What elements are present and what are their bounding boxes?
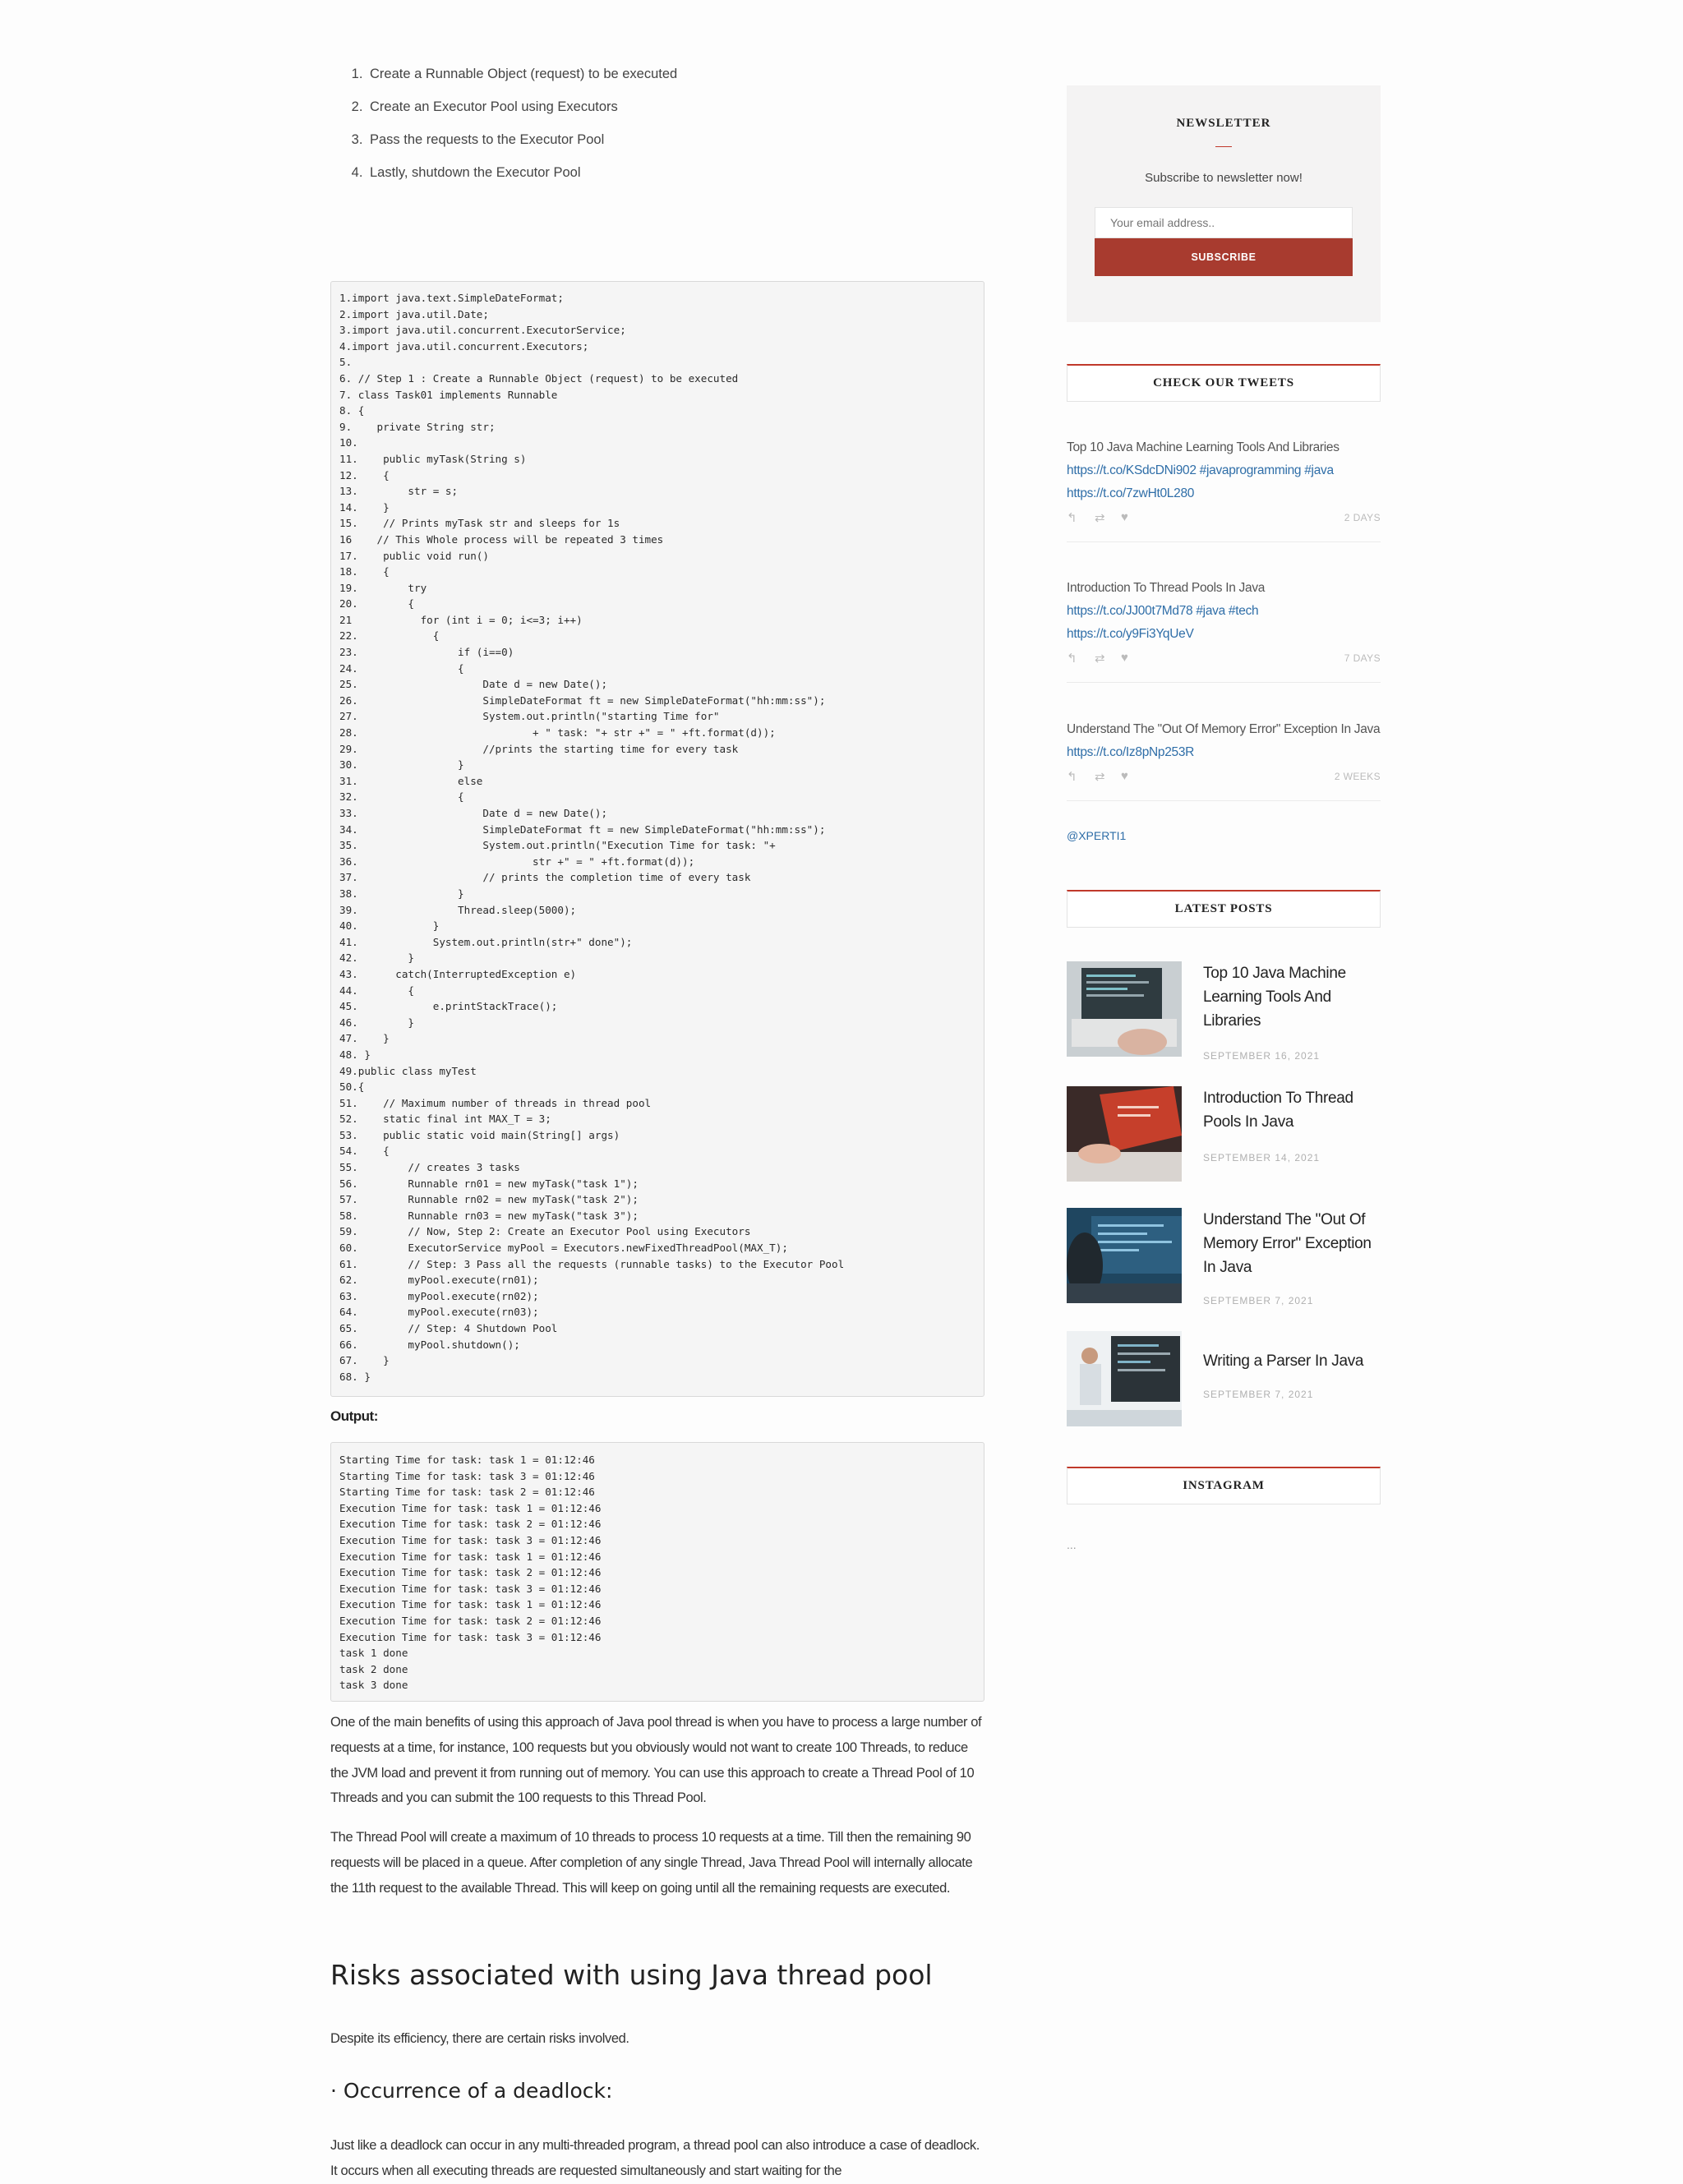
code-line: 54. {	[339, 1145, 390, 1158]
code-line: 47. }	[339, 1032, 390, 1045]
divider	[1067, 682, 1381, 683]
code-line: 44. {	[339, 984, 414, 997]
output-line: Starting Time for task: task 1 = 01:12:46	[339, 1454, 595, 1466]
subsection-heading: · Occurrence of a deadlock:	[330, 2079, 613, 2103]
output-line: task 1 done	[339, 1647, 408, 1660]
code-line: 40. }	[339, 919, 440, 933]
code-line: 30. }	[339, 758, 464, 772]
post-title[interactable]: Top 10 Java Machine Learning Tools And Libraries	[1203, 965, 1346, 1030]
code-line: 20. {	[339, 597, 414, 611]
post-item[interactable]	[1067, 961, 1381, 1062]
output-line: Execution Time for task: task 2 = 01:12:46	[339, 1566, 602, 1579]
step-item: 4. Lastly, shutdown the Executor Pool	[367, 163, 984, 182]
code-line: 2.import java.util.Date;	[339, 307, 489, 320]
code-line: 8. {	[339, 404, 365, 417]
code-line: 46. }	[339, 1016, 414, 1029]
instagram-placeholder: ...	[1067, 1538, 1077, 1551]
output-line: Execution Time for task: task 2 = 01:12:46	[339, 1518, 602, 1531]
subscribe-button[interactable]: SUBSCRIBE	[1095, 238, 1353, 276]
code-line: 62. myPool.execute(rn01);	[339, 1274, 539, 1287]
code-line: 56. Runnable rn01 = new myTask("task 1");	[339, 1177, 639, 1190]
code-line: 37. // prints the completion time of every task	[339, 871, 751, 884]
code-line: 41. System.out.println(str+" done");	[339, 935, 633, 948]
newsletter-title: NEWSLETTER	[1176, 117, 1271, 130]
output-line: Execution Time for task: task 1 = 01:12:46	[339, 1550, 602, 1563]
tweet-item	[1067, 577, 1381, 683]
twitter-handle-link[interactable]: @XPERTI1	[1067, 829, 1127, 842]
code-line: 10.	[339, 436, 358, 449]
instagram-title: INSTAGRAM	[1067, 1467, 1381, 1504]
code-line: 60. ExecutorService myPool = Executors.newFixedThreadPool(MAX_T);	[339, 1242, 788, 1255]
post-title[interactable]: Introduction To Thread Pools In Java	[1203, 1090, 1353, 1131]
code-line: 29. //prints the starting time for every task	[339, 742, 739, 755]
output-line: Starting Time for task: task 3 = 01:12:46	[339, 1469, 595, 1482]
code-line: 22. {	[339, 629, 440, 643]
output-line: Execution Time for task: task 3 = 01:12:46	[339, 1630, 602, 1643]
code-line: 23. if (i==0)	[339, 646, 514, 659]
post-item[interactable]	[1067, 1086, 1381, 1183]
code-line: 34. SimpleDateFormat ft = new SimpleDateFormat("hh:mm:ss");	[339, 822, 826, 836]
tweet-time: 7 DAYS	[1344, 652, 1381, 664]
tweet-text: Understand The "Out Of Memory Error" Exception In Java	[1067, 722, 1381, 736]
step-item: 2. Create an Executor Pool using Executors	[367, 97, 984, 117]
steps-list	[330, 64, 984, 182]
code-line: 53. public static void main(String[] args)	[339, 1128, 620, 1141]
email-field[interactable]	[1095, 207, 1353, 238]
code-line: 7. class Task01 implements Runnable	[339, 388, 558, 401]
code-block[interactable]	[330, 281, 984, 1397]
tweets-widget-title: CHECK OUR TWEETS	[1067, 364, 1381, 402]
post-thumbnail[interactable]	[1067, 1208, 1182, 1303]
code-line: 15. // Prints myTask str and sleeps for 1s	[339, 517, 620, 530]
divider	[1067, 541, 1381, 542]
post-thumbnail[interactable]	[1067, 1086, 1182, 1182]
post-date: SEPTEMBER 7, 2021	[1203, 1295, 1314, 1306]
code-line: 49.public class myTest	[339, 1064, 477, 1077]
code-line: 16 // This Whole process will be repeated 3 times	[339, 532, 664, 546]
code-line: 21 for (int i = 0; i<=3; i++)	[339, 613, 583, 626]
code-line: 32. {	[339, 790, 464, 804]
code-line: 68. }	[339, 1370, 371, 1383]
tweet-link[interactable]: https://t.co/KSdcDNi902 #javaprogramming #java https://t.co/7zwHt0L280	[1067, 463, 1334, 500]
code-line: 51. // Maximum number of threads in thread pool	[339, 1096, 652, 1109]
tweet-text: Introduction To Thread Pools In Java	[1067, 581, 1266, 595]
code-line: 19. try	[339, 581, 427, 594]
code-line: 58. Runnable rn03 = new myTask("task 3");	[339, 1209, 639, 1222]
code-line: 45. e.printStackTrace();	[339, 1000, 558, 1013]
code-line: 14. }	[339, 500, 390, 514]
newsletter-widget	[1067, 85, 1381, 322]
code-line: 39. Thread.sleep(5000);	[339, 903, 577, 916]
code-line: 31. else	[339, 774, 483, 787]
post-item[interactable]	[1067, 1208, 1381, 1305]
code-line: 9. private String str;	[339, 420, 496, 433]
code-line: 61. // Step: 3 Pass all the requests (runnable tasks) to the Executor Pool	[339, 1257, 845, 1270]
divider	[1067, 800, 1381, 801]
code-line: 18. {	[339, 565, 390, 578]
title-divider	[1215, 146, 1232, 147]
output-block[interactable]	[330, 1442, 984, 1702]
heart-icon[interactable]: ♥	[1121, 769, 1128, 783]
post-date: SEPTEMBER 16, 2021	[1203, 1050, 1321, 1062]
code-line: 1.import java.text.SimpleDateFormat;	[339, 292, 564, 304]
newsletter-subtitle: Subscribe to newsletter now!	[1145, 171, 1303, 185]
paragraph: The Thread Pool will create a maximum of 10 threads to process 10 requests at a time. Till then the remaining 90 requests will be placed in a queue. After completion of any single Thread, Java Thread Pool will internally allocate the 11th request to the available Thread. This will keep on going until all the remaining requests are executed.	[330, 1830, 973, 1896]
post-item[interactable]	[1067, 1331, 1381, 1428]
output-line: Execution Time for task: task 1 = 01:12:46	[339, 1501, 602, 1514]
code-line: 55. // creates 3 tasks	[339, 1161, 520, 1174]
tweet-time: 2 WEEKS	[1334, 771, 1381, 782]
tweet-time: 2 DAYS	[1344, 512, 1381, 523]
code-line: 13. str = s;	[339, 485, 459, 498]
output-line: task 3 done	[339, 1679, 408, 1692]
tweet-link[interactable]: https://t.co/JJ00t7Md78 #java #tech https://t.co/y9Fi3YqUeV	[1067, 604, 1259, 641]
code-line: 38. }	[339, 887, 464, 900]
heart-icon[interactable]: ♥	[1121, 510, 1128, 524]
code-line: 63. myPool.execute(rn02);	[339, 1289, 539, 1302]
post-title[interactable]: Writing a Parser In Java	[1203, 1352, 1364, 1370]
code-line: 4.import java.util.concurrent.Executors;	[339, 339, 589, 352]
paragraph: Just like a deadlock can occur in any multi-threaded program, a thread pool can also introduce a case of deadlock. It occurs when all executing threads are requested simultaneously and start waiting for the	[330, 2138, 980, 2178]
step-item: 3. Pass the requests to the Executor Pool	[367, 130, 984, 150]
code-line: 67. }	[339, 1354, 390, 1367]
heart-icon[interactable]: ♥	[1121, 651, 1128, 665]
post-date: SEPTEMBER 14, 2021	[1203, 1152, 1321, 1163]
code-line: 48. }	[339, 1048, 371, 1061]
tweet-text: Top 10 Java Machine Learning Tools And Libraries	[1067, 440, 1339, 454]
code-line: 12. {	[339, 468, 390, 481]
output-line: Execution Time for task: task 2 = 01:12:46	[339, 1614, 602, 1627]
code-line: 66. myPool.shutdown();	[339, 1338, 520, 1351]
retweet-icon[interactable]: ⇄	[1095, 511, 1105, 525]
post-thumbnail[interactable]	[1067, 1331, 1182, 1426]
retweet-icon[interactable]: ⇄	[1095, 770, 1105, 784]
tweet-item	[1067, 718, 1381, 801]
code-line: 57. Runnable rn02 = new myTask("task 2");	[339, 1193, 639, 1206]
output-line: Execution Time for task: task 3 = 01:12:46	[339, 1533, 602, 1546]
code-line: 65. // Step: 4 Shutdown Pool	[339, 1322, 558, 1334]
code-line: 5.	[339, 356, 353, 369]
paragraph: Despite its efficiency, there are certain risks involved.	[330, 2031, 629, 2046]
post-title[interactable]: Understand The "Out Of Memory Error" Exception In Java	[1203, 1211, 1372, 1276]
output-line: Starting Time for task: task 2 = 01:12:46	[339, 1486, 595, 1499]
output-line: Execution Time for task: task 1 = 01:12:46	[339, 1598, 602, 1611]
code-line: 17. public void run()	[339, 549, 489, 562]
code-line: 25. Date d = new Date();	[339, 678, 608, 691]
code-line: 3.import java.util.concurrent.ExecutorService;	[339, 324, 626, 337]
code-line: 35. System.out.println("Execution Time for task: "+	[339, 839, 776, 852]
code-line: 28. + " task: "+ str +" = " +ft.format(d));	[339, 726, 776, 740]
paragraph: One of the main benefits of using this approach of Java pool thread is when you have to process a large number of requests at a time, for instance, 100 requests but you obviously would not want to create 100 Threads, to reduce the JVM load and prevent it from running out of memory. You can use this approach to create a Thread Pool of 10 Threads and you can submit the 100 requests to this Thread Pool.	[330, 1715, 982, 1806]
article-body	[330, 64, 984, 2178]
step-item: 1. Create a Runnable Object (request) to be executed	[367, 64, 984, 84]
code-line: 26. SimpleDateFormat ft = new SimpleDateFormat("hh:mm:ss");	[339, 693, 826, 707]
code-line: 59. // Now, Step 2: Create an Executor Pool using Executors	[339, 1225, 751, 1238]
reply-icon[interactable]: ↰	[1067, 652, 1077, 666]
code-line: 50.{	[339, 1080, 365, 1094]
output-line: Execution Time for task: task 3 = 01:12:46	[339, 1582, 602, 1595]
post-thumbnail[interactable]	[1067, 961, 1182, 1057]
section-heading: Risks associated with using Java thread pool	[330, 1959, 933, 1991]
code-line: 6. // Step 1 : Create a Runnable Object (request) to be executed	[339, 371, 739, 385]
code-line: 42. }	[339, 951, 414, 965]
retweet-icon[interactable]: ⇄	[1095, 652, 1105, 666]
code-line: 33. Date d = new Date();	[339, 807, 608, 819]
output-label: Output:	[330, 1408, 378, 1424]
code-line: 36. str +" = " +ft.format(d));	[339, 855, 695, 868]
tweet-item	[1067, 436, 1381, 542]
code-line: 64. myPool.execute(rn03);	[339, 1306, 539, 1319]
output-line: task 2 done	[339, 1662, 408, 1675]
post-date: SEPTEMBER 7, 2021	[1203, 1389, 1314, 1400]
tweet-link[interactable]: https://t.co/Iz8pNp253R	[1067, 745, 1195, 759]
latest-posts-title: LATEST POSTS	[1067, 890, 1381, 928]
code-line: 43. catch(InterruptedException e)	[339, 967, 577, 980]
code-line: 52. static final int MAX_T = 3;	[339, 1113, 551, 1126]
code-line: 27. System.out.println("starting Time for"	[339, 710, 720, 723]
reply-icon[interactable]: ↰	[1067, 511, 1077, 525]
code-line: 24. {	[339, 661, 464, 675]
code-line: 11. public myTask(String s)	[339, 452, 527, 465]
reply-icon[interactable]: ↰	[1067, 770, 1077, 784]
